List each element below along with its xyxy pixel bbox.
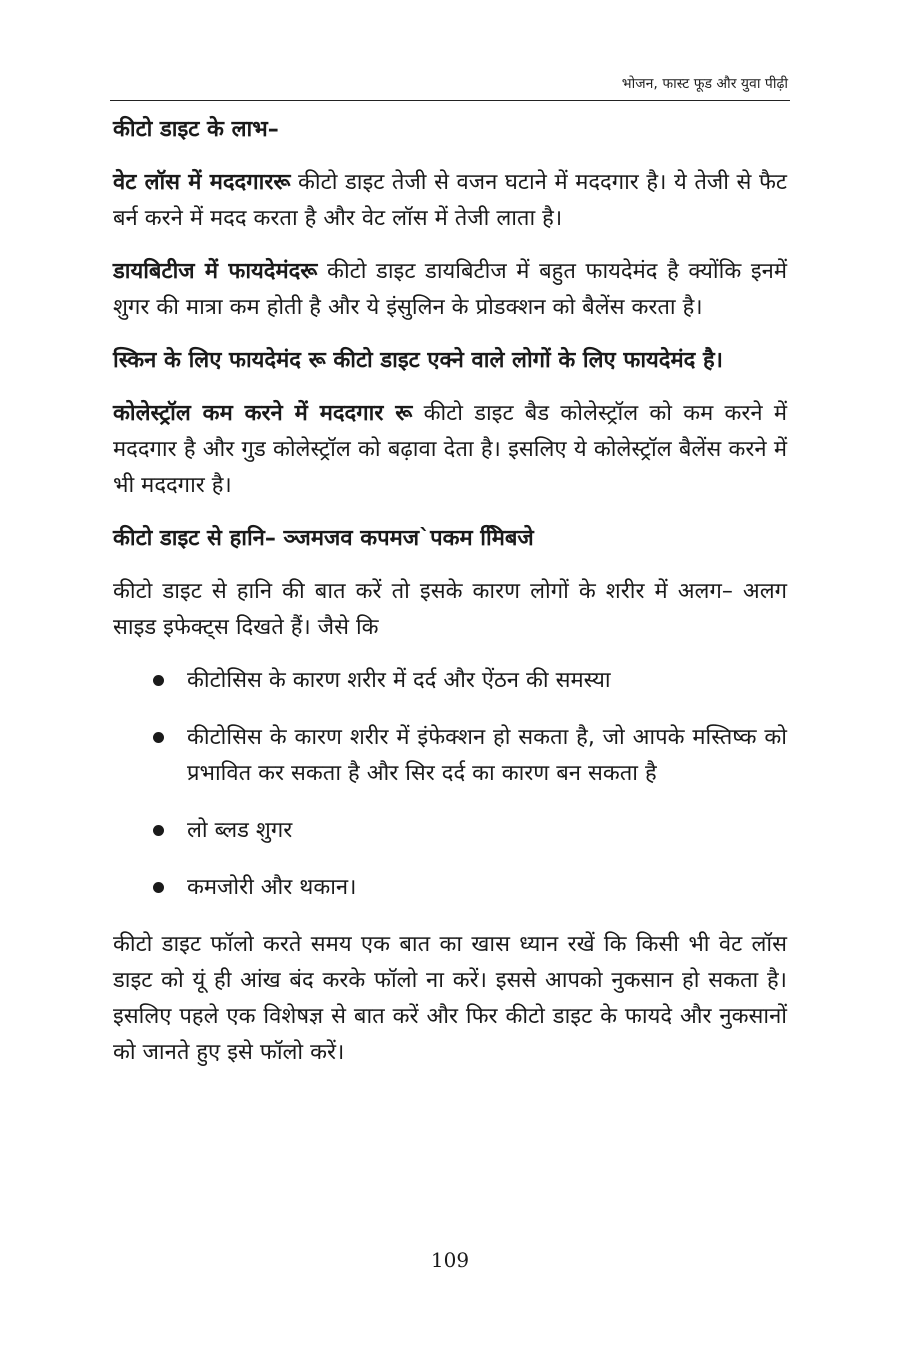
- list-item: [113, 720, 787, 792]
- cholesterol-paragraph: [113, 396, 787, 504]
- list-item: [113, 870, 787, 906]
- skin-benefit-heading: स्किन के लिए फायदेमंद रू कीटो डाइट एक्ने वाले लोगों के लिए फायदेमंद है।: [113, 348, 723, 373]
- diabetes-paragraph: [113, 254, 787, 326]
- bullet-icon: [153, 882, 164, 893]
- page-body: [113, 112, 787, 1088]
- side-effects-list: [113, 663, 787, 906]
- diabetes-label: डायबिटीज में फायदेमंदरू: [113, 259, 318, 284]
- page-number: 109: [430, 1248, 470, 1272]
- weight-loss-label: वेट लॉस में मददगाररू: [113, 170, 291, 195]
- bullet-icon: [153, 825, 164, 836]
- list-item-text: लो ब्लड शुगर: [187, 818, 293, 843]
- list-item-text: कीटोसिस के कारण शरीर में दर्द और ऐंठन की समस्या: [187, 668, 611, 693]
- benefits-heading: कीटो डाइट के लाभ–: [113, 117, 279, 142]
- closing-paragraph: कीटो डाइट फॉलो करते समय एक बात का खास ध्यान रखें कि किसी भी वेट लॉस डाइट को यूं ही आंख बंद करके फॉलो ना करें। इससे आपको नुकसान हो सकता है। इसलिए पहले एक विशेषज्ञ से बात करें और फिर कीटो डाइट के फायदे और नुकसानों को जानते हुए इसे फॉलो करें।: [113, 932, 787, 1065]
- harm-intro-paragraph: कीटो डाइट से हानि की बात करें तो इसके कारण लोगों के शरीर में अलग– अलग साइड इफेक्ट्स दिखते हैं। जैसे कि: [113, 579, 787, 640]
- bullet-icon: [153, 732, 164, 743]
- list-item: [113, 663, 787, 699]
- weight-loss-paragraph: [113, 165, 787, 237]
- cholesterol-text: कीटो डाइट बैड कोलेस्ट्रॉल को कम करने में मददगार है और गुड कोलेस्ट्रॉल को बढ़ावा देता है। इसलिए ये कोलेस्ट्रॉल बैलेंस करने में भी मददगार है।: [113, 401, 788, 498]
- diabetes-text: कीटो डाइट डायबिटीज में बहुत फायदेमंद है क्योंकि इनमें शुगर की मात्रा कम होती है और ये इंसुलिन के प्रोडक्शन को बैलेंस करता है।: [113, 259, 788, 320]
- cholesterol-label: कोलेस्ट्रॉल कम करने में मददगार रू: [113, 401, 413, 426]
- list-item-text: कमजोरी और थकान।: [187, 875, 357, 900]
- weight-loss-text: कीटो डाइट तेजी से वजन घटाने में मददगार है। ये तेजी से फैट बर्न करने में मदद करता है और वेट लॉस में तेजी लाता है।: [113, 170, 787, 231]
- bullet-icon: [153, 675, 164, 686]
- header-rule: [110, 100, 790, 101]
- running-head: भोजन, फास्ट फूड और युवा पीढ़ी: [621, 76, 788, 92]
- harm-heading: कीटो डाइट से हानि– ञ्जमजव कपमज`पकम मििबजे: [113, 526, 534, 551]
- list-item: [113, 813, 787, 849]
- list-item-text: कीटोसिस के कारण शरीर में इंफेक्शन हो सकता है, जो आपके मस्तिष्क को प्रभावित कर सकता है और सिर दर्द का कारण बन सकता है: [187, 725, 787, 786]
